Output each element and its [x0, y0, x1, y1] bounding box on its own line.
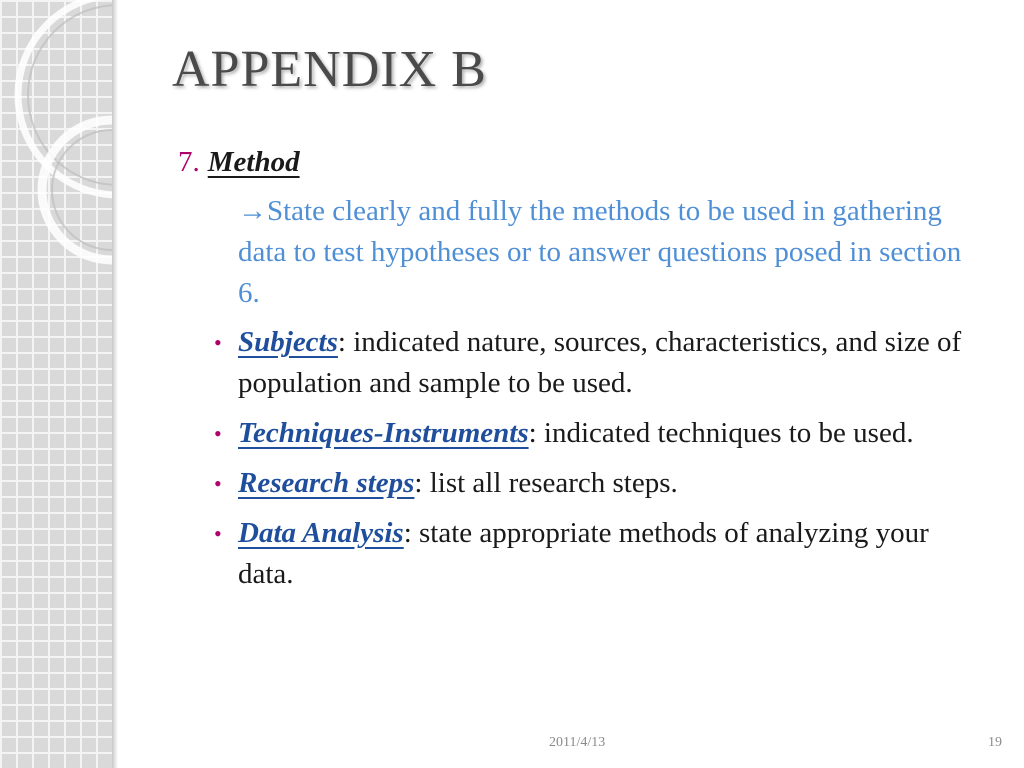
slide-body	[178, 142, 988, 604]
bullet-text: : list all research steps.	[414, 467, 678, 499]
bullet-term: Subjects	[238, 326, 338, 358]
slide-title: APPENDIX B	[172, 41, 487, 98]
bullet-icon: •	[214, 471, 222, 496]
bullet-techniques	[178, 413, 988, 454]
bullet-icon: •	[214, 421, 222, 446]
bullet-term: Techniques-Instruments	[238, 417, 529, 449]
footer-page-number: 19	[988, 735, 1002, 750]
bullet-subjects	[178, 322, 988, 404]
bullet-text: : indicated nature, sources, characteristics, and size of population and sample to be used.	[238, 326, 962, 399]
method-description: →State clearly and fully the methods to be used in gathering data to test hypotheses or to answer questions posed in section 6.	[238, 195, 962, 309]
decorative-sidebar	[0, 0, 112, 768]
bullet-term: Data Analysis	[238, 517, 404, 549]
sidebar-divider	[112, 0, 118, 768]
decorative-rings	[0, 0, 112, 768]
section-heading	[178, 142, 988, 183]
bullet-term: Research steps	[238, 467, 415, 499]
bullet-text: : state appropriate methods of analyzing your data.	[238, 517, 929, 590]
footer-date: 2011/4/13	[549, 735, 606, 750]
bullet-icon: •	[214, 521, 222, 546]
bullet-data-analysis	[178, 513, 988, 595]
section-label: Method	[207, 146, 300, 178]
bullet-research-steps	[178, 463, 988, 504]
bullet-icon: •	[214, 330, 222, 355]
bullet-text: : indicated techniques to be used.	[528, 417, 914, 449]
section-number: 7.	[178, 146, 200, 178]
method-bullet-list	[178, 322, 988, 595]
